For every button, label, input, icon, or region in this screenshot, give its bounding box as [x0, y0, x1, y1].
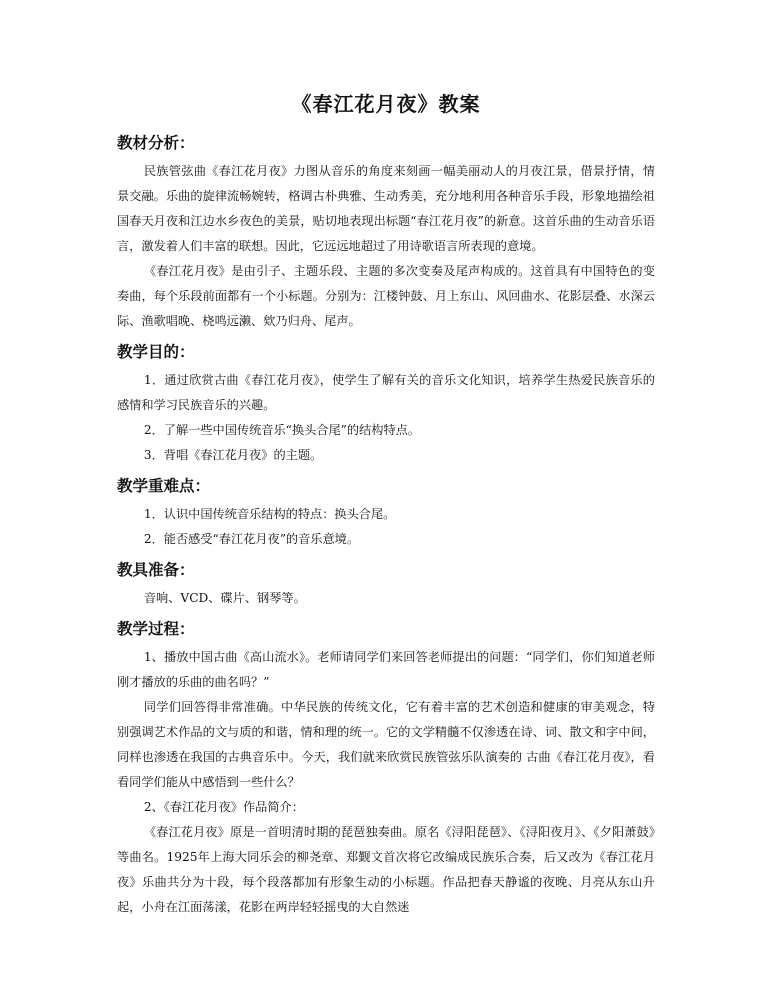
paragraph: 1．认识中国传统音乐结构的特点：换头合尾。 [143, 507, 396, 521]
section-heading: 教学过程： [117, 619, 195, 638]
paragraph: 1．通过欣赏古曲《春江花月夜》，使学生了解有关的音乐文化知识，培养学生热爱民族音乐的感情和学习民族音乐的兴趣。 [117, 373, 655, 412]
paragraph: 2．了解一些中国传统音乐“换头合尾”的结构特点。 [143, 423, 420, 437]
section-teaching-aids [117, 558, 655, 611]
section-teaching-process [117, 617, 655, 920]
section-heading: 教学重难点： [117, 476, 211, 495]
paragraph: 2．能否感受“春江花月夜”的音乐意境。 [143, 532, 360, 546]
document-page [117, 88, 655, 920]
section-heading: 教具准备： [117, 560, 195, 579]
paragraph: 民族管弦曲《春江花月夜》力图从音乐的角度来刻画一幅美丽动人的月夜江景，借景抒情，情景交融。乐曲的旋律流畅婉转，格调古朴典雅、生动秀美，充分地利用各种音乐手段，形象地描绘祖国春天月夜和江边水乡夜色的美景，贴切地表现出标题“春江花月夜”的新意。这首乐曲的生动音乐语言，激发着人们丰富的联想。因此，它远远地超过了用诗歌语言所表现的意境。 [117, 164, 655, 253]
section-heading: 教材分析： [117, 133, 195, 152]
section-material-analysis [117, 131, 655, 334]
paragraph: 2、《春江花月夜》作品简介： [143, 800, 304, 814]
paragraph: 《春江花月夜》原是一首明清时期的琵琶独奏曲。原名《浔阳琵琶》、《浔阳夜月》、《夕阳萧鼓》等曲名。1925年上海大同乐会的柳尧章、郑觐文首次将它改编成民族乐合奏，后又改为《春江花月夜》乐曲共分为十段，每个段落都加有形象生动的小标题。作品把春天静谧的夜晚、月亮从东山升起，小舟在江面荡漾，花影在两岸轻轻摇曳的大自然迷 [117, 825, 655, 914]
paragraph: 同学们回答得非常准确。中华民族的传统文化，它有着丰富的艺术创造和健康的审美观念，特别强调艺术作品的文与质的和谐，情和理的统一。它的文学精髓不仅渗透在诗、词、散文和字中间，同样也渗透在我国的古典音乐中。今天，我们就来欣赏民族管弦乐队演奏的 古曲《春江花月夜》，看看同学们能从中感悟到一些什么？ [117, 700, 655, 789]
section-key-difficulties [117, 474, 655, 552]
page-title: 《春江花月夜》教案 [291, 92, 481, 116]
section-teaching-goals [117, 340, 655, 468]
paragraph: 音响、VCD、碟片、钢琴等。 [143, 591, 306, 605]
paragraph: 《春江花月夜》是由引子、主题乐段、主题的多次变奏及尾声构成的。这首具有中国特色的变奏曲，每个乐段前面都有一个小标题。分别为：江楼钟鼓、月上东山、风回曲水、花影层叠、水深云际、渔歌唱晚、桡鸣远濑、欸乃归舟、尾声。 [117, 264, 655, 328]
section-heading: 教学目的： [117, 342, 195, 361]
paragraph: 1、播放中国古曲《高山流水》。老师请同学们来回答老师提出的问题：“同学们，你们知道老师刚才播放的乐曲的曲名吗？” [117, 650, 655, 689]
paragraph: 3．背唱《春江花月夜》的主题。 [143, 448, 323, 462]
